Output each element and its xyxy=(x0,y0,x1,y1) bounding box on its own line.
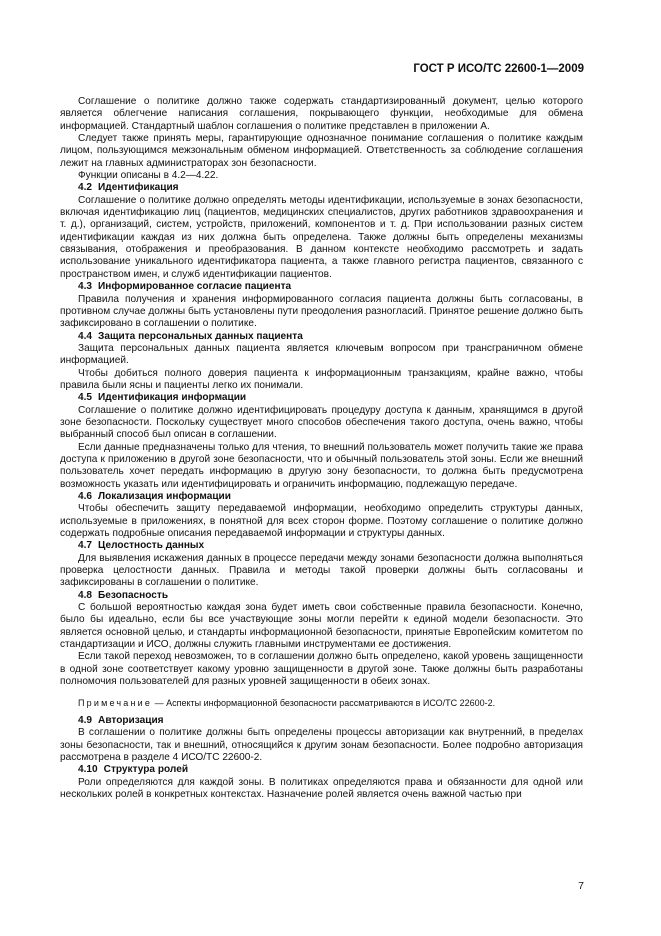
section-heading xyxy=(60,590,583,602)
paragraph: Чтобы обеспечить защиту передаваемой информации, необходимо определить структуры данных, используемые в приложениях, в понятной для всех сторон форме. Поэтому соглашение о политике должно содержать подробные описания передаваемой информации и структуры данных. xyxy=(60,503,583,540)
document-header: ГОСТ Р ИСО/ТС 22600-1—2009 xyxy=(413,63,584,75)
paragraph: Соглашение о политике должно определять методы идентификации, используемые в зонах безопасности, включая идентификацию лиц (пациентов, медицинских специалистов, других работников здравоохранения и т. д.), организаций, систем, устройств, приложений, компонентов и т. д. При использовании разных систем идентификации каждая из них должна быть определена. Также должны быть определены механизмы связывания, отображения и преобразования. В данном контексте необходимо рассмотреть и задать использование уникального идентификатора пациента, а также главного регистра пациентов, связанного с пространством имен, и служб идентификации пациентов. xyxy=(60,194,583,280)
paragraph: Следует также принять меры, гарантирующие однозначное понимание соглашения о политике каждым лицом, пользующимся межзональным обменом информацией. Ответственность за соблюдение соглашения лежит на главных администраторах зон безопасности. xyxy=(60,133,583,169)
section-number: 4.3 xyxy=(78,281,93,293)
note-text: — Аспекты информационной безопасности рассматриваются в ИСО/ТС 22600-2. xyxy=(152,697,496,708)
section-number: 4.4 xyxy=(78,330,93,342)
paragraph: Правила получения и хранения информированного согласия пациента должны быть согласованы, в противном случае должны быть установлены пути преодоления разногласий. Принятое решение должно быть зафиксировано в соглашении о политике. xyxy=(60,293,583,330)
paragraph: В соглашении о политике должны быть определены процессы авторизации как внутренний, в пределах зоны безопасности, так и внешний, относящийся к другим зонам безопасности. Более подробно авторизация рассмотрена в разделе 4 ИСО/ТС 22600-2. xyxy=(60,727,583,763)
section-number: 4.2 xyxy=(78,182,93,194)
section-title: Идентификация xyxy=(98,182,179,194)
section-title: Идентификация информации xyxy=(98,392,247,404)
paragraph: Для выявления искажения данных в процессе передачи между зонами безопасности должна выполняться проверка целостности данных. Правила и методы такой проверки должны быть согласованы и зафиксированы в соглашении о политике. xyxy=(60,552,583,589)
section-title: Информированное согласие пациента xyxy=(98,281,292,293)
section-number: 4.7 xyxy=(78,540,93,552)
paragraph: С большой вероятностью каждая зона будет иметь свои собственные правила безопасности. Конечно, было бы идеально, если бы все участвующие зоны могли перейти к единой модели безопасности. Это является основной целью, и стандарты информационной безопасности, принятые Европейским комитетом по стандартизации и ИСО, должны служить главными инструментами ее достижения. xyxy=(60,602,583,651)
section-heading xyxy=(60,392,583,404)
paragraph: Соглашение о политике должно идентифицировать процедуру доступа к данным, хранящимся в другой зоне безопасности. Поскольку существует много способов обеспечения такого доступа, очень важно, чтобы выбранный способ был описан в соглашении. xyxy=(60,404,583,441)
document-body xyxy=(60,96,583,801)
section-title: Безопасность xyxy=(98,589,169,601)
note-label: Примечание xyxy=(78,697,153,708)
paragraph: Роли определяются для каждой зоны. В политиках определяются права и обязанности для одной или нескольких ролей в конкретных контекстах. Назначение ролей является очень важной частью при xyxy=(60,776,583,800)
section-heading xyxy=(60,540,583,552)
section-title: Структура ролей xyxy=(103,764,189,776)
section-heading xyxy=(60,491,583,503)
section-heading xyxy=(60,182,583,194)
section-heading xyxy=(60,281,583,293)
section-number: 4.8 xyxy=(78,589,93,601)
paragraph: Чтобы добиться полного доверия пациента к информационным транзакциям, крайне важно, чтобы правила были ясны и пациенты легко их понимали. xyxy=(60,367,583,391)
paragraph: Если данные предназначены только для чтения, то внешний пользователь может получить такие же права доступа к приложению в другой зоне безопасности, что и обычный пользователь этой зоны. Если же внешний пользователь хочет передать информацию в другую зону безопасности, то должна быть предусмотрена возможность указать или идентифицировать и ограничить информацию, подлежащую передаче. xyxy=(60,441,583,490)
section-title: Авторизация xyxy=(98,714,164,726)
paragraph: Защита персональных данных пациента является ключевым вопросом при трансграничном обмене информацией. xyxy=(60,342,583,367)
paragraph: Если такой переход невозможен, то в соглашении должно быть определено, какой уровень защищенности в одной зоне соответствует какому уровню защищенности в другой зоне. Также должны быть разработаны полномочия пользователей для разных уровней защищенности в обеих зонах. xyxy=(60,651,583,688)
section-number: 4.6 xyxy=(78,491,93,502)
section-number: 4.10 xyxy=(78,764,98,776)
section-title: Защита персональных данных пациента xyxy=(98,330,303,342)
section-number: 4.5 xyxy=(78,392,93,404)
section-title: Целостность данных xyxy=(98,540,205,552)
section-heading xyxy=(60,764,583,776)
note xyxy=(60,697,583,709)
section-number: 4.9 xyxy=(78,714,93,726)
page-number: 7 xyxy=(578,880,584,892)
section-title: Локализация информации xyxy=(98,491,231,502)
section-heading xyxy=(60,715,583,727)
paragraph: Соглашение о политике должно также содержать стандартизированный документ, целью которого является облегчение написания соглашения, покрывающего функции, необходимые для обмена информацией. Стандартный шаблон соглашения о политике представлен в приложении А. xyxy=(60,96,583,132)
paragraph: Функции описаны в 4.2—4.22. xyxy=(78,170,219,182)
section-heading xyxy=(60,331,583,343)
